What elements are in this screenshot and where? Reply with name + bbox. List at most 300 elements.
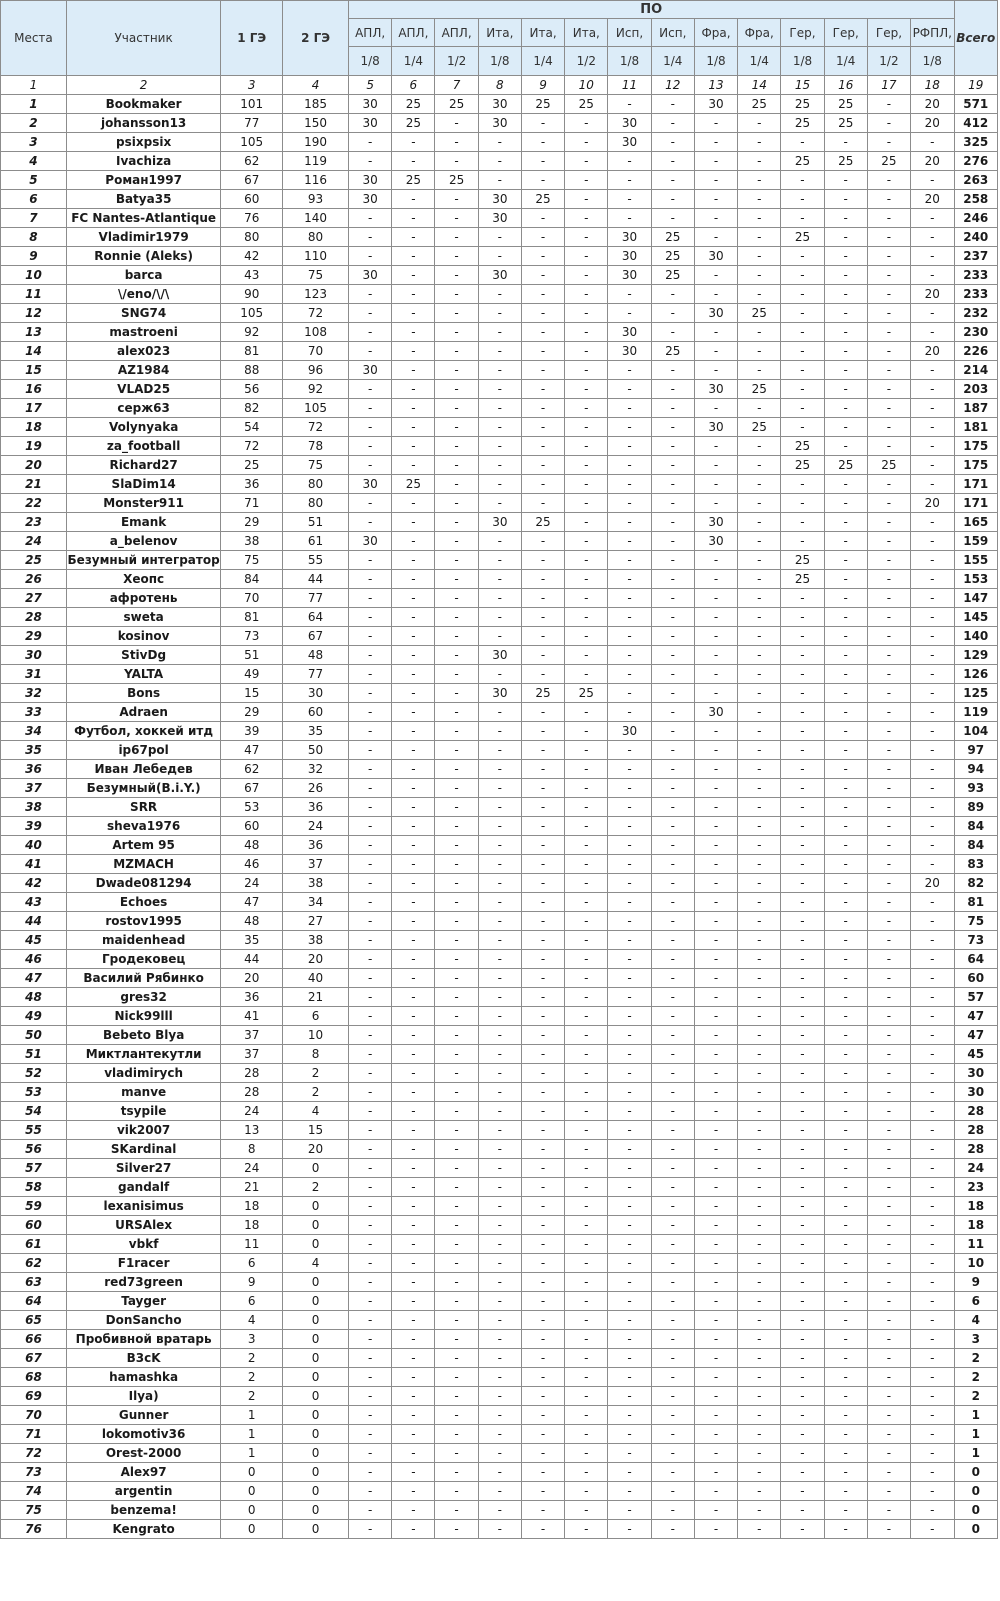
stage-score-cell: -	[565, 399, 608, 418]
stage-score-cell: -	[911, 1235, 954, 1254]
stage-score-cell: -	[824, 988, 867, 1007]
place-cell: 22	[1, 494, 67, 513]
stage-score-cell: -	[738, 627, 781, 646]
stage-score-cell: -	[694, 1197, 737, 1216]
stage-score-cell: -	[392, 304, 435, 323]
stage-score-cell: -	[521, 342, 564, 361]
ge1-score-cell: 2	[221, 1349, 283, 1368]
stage-score-cell: -	[565, 855, 608, 874]
stage-score-cell: -	[521, 779, 564, 798]
stage-score-cell: -	[349, 969, 392, 988]
stage-score-cell: -	[608, 1064, 651, 1083]
stage-score-cell: -	[738, 760, 781, 779]
stage-score-cell: -	[478, 798, 521, 817]
stage-score-cell: 25	[738, 380, 781, 399]
stage-score-cell: -	[694, 1007, 737, 1026]
total-cell: 94	[954, 760, 998, 779]
ge1-score-cell: 37	[221, 1045, 283, 1064]
stage-score-cell: -	[738, 266, 781, 285]
stage-score-cell: -	[651, 304, 694, 323]
participant-name: lexanisimus	[66, 1197, 220, 1216]
ge2-score-cell: 96	[283, 361, 349, 380]
stage-score-cell: -	[738, 1482, 781, 1501]
stage-score-cell: -	[435, 1387, 478, 1406]
ge2-score-cell: 0	[283, 1292, 349, 1311]
stage-score-cell: -	[349, 152, 392, 171]
stage-score-cell: 30	[608, 342, 651, 361]
stage-score-cell: -	[694, 1425, 737, 1444]
stage-score-cell: -	[565, 285, 608, 304]
stage-score-cell: -	[478, 931, 521, 950]
stage-score-cell: -	[565, 912, 608, 931]
stage-score-cell: -	[521, 570, 564, 589]
place-cell: 62	[1, 1254, 67, 1273]
stage-score-cell: 20	[911, 342, 954, 361]
stage-score-cell: -	[738, 836, 781, 855]
place-cell: 8	[1, 228, 67, 247]
stage-score-cell: -	[738, 1064, 781, 1083]
stage-score-cell: -	[608, 380, 651, 399]
stage-score-cell: -	[911, 1406, 954, 1425]
stage-score-cell: -	[824, 1330, 867, 1349]
stage-score-cell: -	[392, 836, 435, 855]
table-row	[1, 1102, 998, 1121]
stage-score-cell: -	[478, 304, 521, 323]
participant-name: red73green	[66, 1273, 220, 1292]
stage-score-cell: -	[651, 798, 694, 817]
stage-score-cell: -	[651, 532, 694, 551]
stage-score-cell: -	[911, 228, 954, 247]
stage-score-cell: -	[565, 114, 608, 133]
stage-score-cell: -	[694, 228, 737, 247]
stage-score-cell: -	[738, 285, 781, 304]
table-row	[1, 1007, 998, 1026]
stage-score-cell: -	[565, 760, 608, 779]
place-cell: 17	[1, 399, 67, 418]
stage-score-cell: -	[824, 361, 867, 380]
stage-score-cell: -	[349, 418, 392, 437]
total-cell: 246	[954, 209, 998, 228]
ge1-score-cell: 37	[221, 1026, 283, 1045]
place-cell: 33	[1, 703, 67, 722]
stage-score-cell: -	[781, 304, 824, 323]
stage-score-cell: -	[824, 1083, 867, 1102]
stage-score-cell: -	[349, 1026, 392, 1045]
stage-score-cell: -	[349, 1064, 392, 1083]
stage-score-cell: -	[694, 741, 737, 760]
participant-name: SRR	[66, 798, 220, 817]
total-cell: 171	[954, 475, 998, 494]
stage-score-cell: -	[738, 190, 781, 209]
table-row	[1, 323, 998, 342]
stage-score-cell: -	[911, 1349, 954, 1368]
stage-header-round: 1/4	[651, 47, 694, 76]
stage-score-cell: -	[392, 152, 435, 171]
stage-score-cell: -	[608, 684, 651, 703]
stage-score-cell: -	[435, 1292, 478, 1311]
place-cell: 6	[1, 190, 67, 209]
participant-name: gandalf	[66, 1178, 220, 1197]
participant-name: SlaDim14	[66, 475, 220, 494]
stage-score-cell: -	[478, 570, 521, 589]
stage-score-cell: -	[824, 1387, 867, 1406]
stage-score-cell: -	[824, 703, 867, 722]
stage-score-cell: -	[349, 1501, 392, 1520]
stage-score-cell: -	[781, 760, 824, 779]
stage-score-cell: -	[349, 741, 392, 760]
stage-score-cell: -	[392, 437, 435, 456]
participant-name: rostov1995	[66, 912, 220, 931]
stage-score-cell: -	[565, 304, 608, 323]
stage-score-cell: 25	[521, 95, 564, 114]
stage-score-cell: -	[349, 1140, 392, 1159]
stage-score-cell: -	[694, 1235, 737, 1254]
stage-score-cell: -	[478, 1159, 521, 1178]
stage-score-cell: -	[435, 779, 478, 798]
stage-score-cell: -	[349, 1159, 392, 1178]
stage-score-cell: -	[349, 133, 392, 152]
stage-score-cell: -	[824, 1292, 867, 1311]
stage-score-cell: -	[867, 418, 910, 437]
stage-score-cell: -	[911, 361, 954, 380]
stage-score-cell: 25	[781, 551, 824, 570]
stage-score-cell: -	[824, 1140, 867, 1159]
ge2-score-cell: 10	[283, 1026, 349, 1045]
stage-score-cell: -	[565, 437, 608, 456]
place-cell: 40	[1, 836, 67, 855]
stage-score-cell: 30	[694, 532, 737, 551]
stage-score-cell: -	[824, 532, 867, 551]
stage-score-cell: -	[392, 1463, 435, 1482]
stage-score-cell: -	[565, 1368, 608, 1387]
place-cell: 38	[1, 798, 67, 817]
stage-score-cell: -	[738, 475, 781, 494]
stage-score-cell: -	[478, 1254, 521, 1273]
stage-score-cell: -	[392, 285, 435, 304]
stage-score-cell: -	[608, 779, 651, 798]
table-row	[1, 1273, 998, 1292]
stage-score-cell: 25	[824, 152, 867, 171]
place-cell: 42	[1, 874, 67, 893]
stage-score-cell: -	[349, 1007, 392, 1026]
stage-score-cell: -	[392, 798, 435, 817]
header-place: Места	[1, 1, 67, 76]
stage-score-cell: -	[608, 665, 651, 684]
stage-score-cell: -	[738, 437, 781, 456]
total-cell: 0	[954, 1501, 998, 1520]
total-cell: 1	[954, 1444, 998, 1463]
stage-score-cell: -	[694, 1102, 737, 1121]
table-row	[1, 190, 998, 209]
column-number: 3	[221, 76, 283, 95]
stage-score-cell: -	[911, 551, 954, 570]
participant-name: lokomotiv36	[66, 1425, 220, 1444]
place-cell: 75	[1, 1501, 67, 1520]
place-cell: 23	[1, 513, 67, 532]
stage-score-cell: -	[435, 228, 478, 247]
stage-score-cell: -	[435, 1349, 478, 1368]
ge1-score-cell: 70	[221, 589, 283, 608]
stage-score-cell: -	[521, 1254, 564, 1273]
ge2-score-cell: 36	[283, 836, 349, 855]
stage-score-cell: -	[738, 1311, 781, 1330]
stage-score-cell: -	[694, 323, 737, 342]
stage-score-cell: -	[824, 1102, 867, 1121]
stage-score-cell: -	[349, 323, 392, 342]
stage-score-cell: -	[521, 988, 564, 1007]
stage-score-cell: -	[565, 817, 608, 836]
stage-score-cell: 25	[565, 684, 608, 703]
place-cell: 25	[1, 551, 67, 570]
stage-score-cell: -	[565, 133, 608, 152]
table-body	[1, 76, 998, 1539]
place-cell: 57	[1, 1159, 67, 1178]
stage-score-cell: -	[392, 323, 435, 342]
stage-score-cell: -	[608, 817, 651, 836]
stage-score-cell: -	[694, 1520, 737, 1539]
stage-score-cell: -	[565, 171, 608, 190]
stage-score-cell: -	[651, 551, 694, 570]
stage-score-cell: -	[651, 874, 694, 893]
stage-score-cell: -	[521, 532, 564, 551]
stage-score-cell: -	[521, 266, 564, 285]
stage-score-cell: -	[565, 551, 608, 570]
stage-score-cell: -	[911, 209, 954, 228]
stage-score-cell: -	[565, 1444, 608, 1463]
stage-score-cell: -	[349, 247, 392, 266]
table-row	[1, 1311, 998, 1330]
stage-score-cell: -	[651, 475, 694, 494]
stage-score-cell: -	[435, 1045, 478, 1064]
total-cell: 64	[954, 950, 998, 969]
stage-score-cell: -	[867, 665, 910, 684]
stage-score-cell: -	[349, 893, 392, 912]
stage-score-cell: -	[478, 836, 521, 855]
stage-score-cell: -	[651, 646, 694, 665]
stage-score-cell: -	[867, 1102, 910, 1121]
stage-score-cell: -	[824, 1368, 867, 1387]
stage-score-cell: 30	[478, 95, 521, 114]
stage-score-cell: -	[478, 285, 521, 304]
stage-score-cell: -	[435, 1007, 478, 1026]
participant-name: Adraen	[66, 703, 220, 722]
table-row	[1, 760, 998, 779]
ge2-score-cell: 150	[283, 114, 349, 133]
stage-score-cell: -	[781, 1235, 824, 1254]
stage-score-cell: -	[781, 874, 824, 893]
stage-score-cell: -	[392, 1520, 435, 1539]
stage-score-cell: -	[478, 665, 521, 684]
stage-score-cell: -	[911, 570, 954, 589]
stage-score-cell: -	[911, 266, 954, 285]
stage-score-cell: -	[608, 1254, 651, 1273]
table-row	[1, 532, 998, 551]
stage-score-cell: -	[565, 627, 608, 646]
stage-score-cell: 25	[392, 114, 435, 133]
ge1-score-cell: 18	[221, 1216, 283, 1235]
stage-score-cell: -	[781, 893, 824, 912]
stage-score-cell: -	[911, 1311, 954, 1330]
stage-score-cell: -	[867, 950, 910, 969]
stage-score-cell: -	[608, 988, 651, 1007]
ge1-score-cell: 0	[221, 1501, 283, 1520]
stage-score-cell: -	[478, 1368, 521, 1387]
total-cell: 11	[954, 1235, 998, 1254]
total-cell: 2	[954, 1368, 998, 1387]
stage-score-cell: 20	[911, 152, 954, 171]
stage-score-cell: -	[651, 152, 694, 171]
stage-score-cell: -	[651, 1045, 694, 1064]
stage-header-round: 1/4	[392, 47, 435, 76]
stage-score-cell: -	[608, 1102, 651, 1121]
stage-score-cell: -	[738, 1463, 781, 1482]
stage-score-cell: 30	[608, 323, 651, 342]
stage-score-cell: -	[565, 931, 608, 950]
column-number: 13	[694, 76, 737, 95]
stage-score-cell: -	[608, 589, 651, 608]
stage-score-cell: -	[824, 1007, 867, 1026]
stage-score-cell: -	[738, 779, 781, 798]
stage-score-cell: -	[781, 1178, 824, 1197]
stage-score-cell: -	[478, 1102, 521, 1121]
ge1-score-cell: 105	[221, 133, 283, 152]
ge2-score-cell: 80	[283, 475, 349, 494]
stage-score-cell: -	[867, 133, 910, 152]
stage-score-cell: -	[565, 342, 608, 361]
ge1-score-cell: 51	[221, 646, 283, 665]
stage-score-cell: -	[781, 1463, 824, 1482]
stage-score-cell: 25	[651, 266, 694, 285]
stage-score-cell: 30	[349, 361, 392, 380]
stage-score-cell: -	[781, 1311, 824, 1330]
stage-score-cell: -	[911, 1178, 954, 1197]
stage-score-cell: -	[867, 513, 910, 532]
stage-score-cell: -	[738, 209, 781, 228]
stage-score-cell: -	[911, 418, 954, 437]
stage-score-cell: 25	[521, 684, 564, 703]
stage-score-cell: -	[867, 228, 910, 247]
place-cell: 21	[1, 475, 67, 494]
stage-score-cell: -	[911, 608, 954, 627]
stage-score-cell: 20	[911, 285, 954, 304]
stage-score-cell: -	[565, 418, 608, 437]
stage-score-cell: -	[911, 171, 954, 190]
stage-score-cell: -	[651, 817, 694, 836]
ge2-score-cell: 15	[283, 1121, 349, 1140]
table-row	[1, 437, 998, 456]
stage-score-cell: -	[435, 627, 478, 646]
stage-score-cell: -	[867, 646, 910, 665]
stage-score-cell: -	[435, 931, 478, 950]
stage-score-cell: -	[867, 988, 910, 1007]
stage-score-cell: -	[781, 399, 824, 418]
stage-score-cell: -	[867, 1349, 910, 1368]
stage-score-cell: 25	[781, 570, 824, 589]
stage-score-cell: -	[435, 1159, 478, 1178]
table-row	[1, 380, 998, 399]
stage-score-cell: -	[608, 1482, 651, 1501]
stage-score-cell: -	[435, 1216, 478, 1235]
stage-score-cell: -	[651, 1273, 694, 1292]
stage-score-cell: -	[694, 665, 737, 684]
stage-score-cell: -	[435, 152, 478, 171]
stage-score-cell: -	[435, 817, 478, 836]
stage-score-cell: -	[565, 1064, 608, 1083]
stage-score-cell: -	[781, 855, 824, 874]
stage-score-cell: -	[867, 1007, 910, 1026]
stage-score-cell: -	[521, 1178, 564, 1197]
stage-score-cell: -	[911, 133, 954, 152]
stage-score-cell: -	[392, 1216, 435, 1235]
stage-score-cell: -	[349, 817, 392, 836]
stage-score-cell: -	[781, 1026, 824, 1045]
stage-score-cell: -	[781, 1140, 824, 1159]
total-cell: 47	[954, 1007, 998, 1026]
ge2-score-cell: 0	[283, 1387, 349, 1406]
place-cell: 70	[1, 1406, 67, 1425]
stage-score-cell: -	[738, 456, 781, 475]
stage-score-cell: 20	[911, 114, 954, 133]
stage-score-cell: -	[435, 418, 478, 437]
stage-score-cell: -	[478, 361, 521, 380]
stage-score-cell: 30	[608, 133, 651, 152]
stage-score-cell: -	[694, 209, 737, 228]
table-row	[1, 1197, 998, 1216]
stage-score-cell: -	[608, 513, 651, 532]
place-cell: 29	[1, 627, 67, 646]
ge2-score-cell: 26	[283, 779, 349, 798]
place-cell: 64	[1, 1292, 67, 1311]
stage-score-cell: -	[651, 703, 694, 722]
stage-score-cell: -	[651, 1482, 694, 1501]
stage-header-round: 1/2	[565, 47, 608, 76]
ge2-score-cell: 0	[283, 1197, 349, 1216]
stage-score-cell: -	[392, 1368, 435, 1387]
stage-score-cell: -	[392, 1254, 435, 1273]
stage-score-cell: -	[349, 722, 392, 741]
stage-score-cell: -	[349, 1425, 392, 1444]
stage-score-cell: -	[651, 399, 694, 418]
participant-name: psixpsix	[66, 133, 220, 152]
ge2-score-cell: 0	[283, 1235, 349, 1254]
total-cell: 83	[954, 855, 998, 874]
stage-score-cell: -	[651, 1463, 694, 1482]
stage-score-cell: -	[738, 1349, 781, 1368]
stage-score-cell: -	[651, 1387, 694, 1406]
stage-score-cell: -	[565, 209, 608, 228]
stage-score-cell: -	[349, 931, 392, 950]
stage-score-cell: -	[694, 1501, 737, 1520]
stage-score-cell: -	[435, 969, 478, 988]
stage-score-cell: -	[824, 1349, 867, 1368]
table-row	[1, 209, 998, 228]
stage-score-cell: -	[521, 152, 564, 171]
stage-score-cell: -	[392, 817, 435, 836]
ge2-score-cell: 20	[283, 1140, 349, 1159]
stage-score-cell: -	[867, 1273, 910, 1292]
stage-score-cell: -	[694, 1273, 737, 1292]
stage-score-cell: -	[478, 1520, 521, 1539]
place-cell: 11	[1, 285, 67, 304]
stage-score-cell: -	[911, 760, 954, 779]
stage-score-cell: -	[911, 1330, 954, 1349]
ge1-score-cell: 1	[221, 1406, 283, 1425]
stage-score-cell: -	[435, 665, 478, 684]
stage-score-cell: -	[349, 1387, 392, 1406]
stage-score-cell: -	[349, 1083, 392, 1102]
ge1-score-cell: 47	[221, 893, 283, 912]
stage-score-cell: -	[392, 1197, 435, 1216]
